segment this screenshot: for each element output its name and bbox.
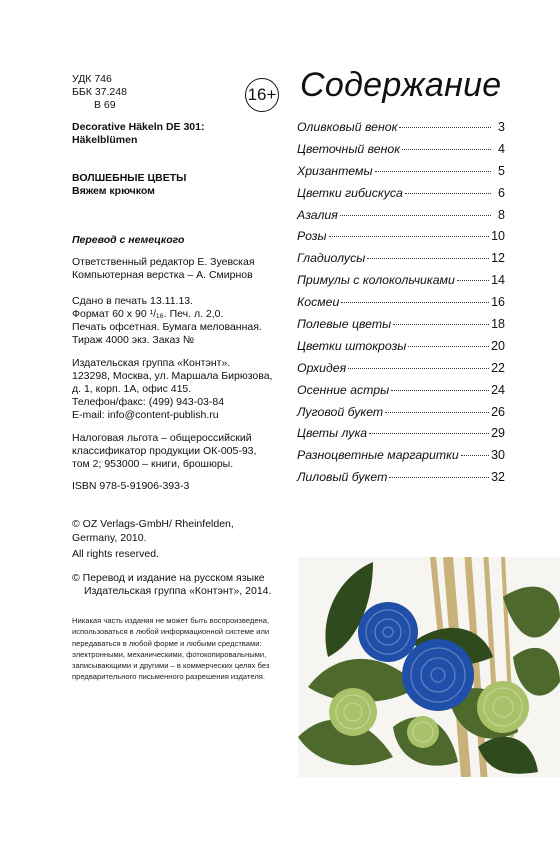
- copyright-line: © OZ Verlags-GmbH/ Rheinfelden,: [72, 518, 234, 530]
- tax-block: [72, 432, 256, 471]
- editor-line: Ответственный редактор Е. Зуевская: [72, 256, 255, 268]
- table-of-contents: [297, 120, 505, 492]
- copyright-ru-block: [72, 572, 271, 598]
- publisher-line: д. 1, корп. 1А, офис 415.: [72, 383, 192, 395]
- toc-item: [297, 361, 505, 383]
- toc-item-name: Цветы лука: [297, 426, 368, 441]
- toc-item-name: Полевые цветы: [297, 317, 392, 332]
- photo-illustration: [298, 557, 560, 777]
- udk-code: УДК 746: [72, 73, 112, 85]
- tax-line: том 2; 953000 – книги, брошюры.: [72, 458, 234, 470]
- toc-item-page: 6: [498, 185, 505, 200]
- copyright-block: [72, 517, 234, 561]
- russian-subtitle: Вяжем крючком: [72, 185, 155, 197]
- toc-item-name: Луговой букет: [297, 404, 384, 419]
- toc-item-page: 29: [491, 426, 505, 441]
- notice-line: электронными, механическими, фотокопировальными,: [72, 649, 267, 659]
- publisher-email: E-mail: info@content-publish.ru: [72, 409, 219, 421]
- toc-item: [297, 208, 505, 230]
- toc-leader-dots: [329, 236, 490, 237]
- toc-leader-dots: [461, 455, 489, 456]
- toc-item-page: 18: [491, 317, 505, 332]
- toc-leader-dots: [399, 127, 491, 128]
- tax-line: классификатор продукции ОК-005-93,: [72, 445, 257, 457]
- print-line: Печать офсетная. Бумага мелованная.: [72, 321, 262, 333]
- toc-leader-dots: [405, 193, 491, 194]
- toc-leader-dots: [393, 324, 489, 325]
- toc-leader-dots: [375, 171, 492, 172]
- toc-item-page: 5: [498, 163, 505, 178]
- toc-leader-dots: [408, 346, 489, 347]
- toc-item-page: 12: [491, 251, 505, 266]
- notice-line: Никакая часть издания не может быть воспроизведена,: [72, 616, 270, 625]
- rights-notice: [72, 615, 292, 683]
- toc-item: [297, 339, 505, 361]
- toc-item: [297, 405, 505, 427]
- print-line: Тираж 4000 экз. Заказ №: [72, 334, 195, 346]
- toc-item: [297, 317, 505, 339]
- toc-item-name: Цветочный венок: [297, 141, 401, 156]
- toc-leader-dots: [457, 280, 489, 281]
- toc-item: [297, 383, 505, 405]
- toc-item: [297, 142, 505, 164]
- original-title-block: [72, 121, 204, 147]
- toc-item-page: 20: [491, 338, 505, 353]
- russian-title: ВОЛШЕБНЫЕ ЦВЕТЫ: [72, 172, 187, 184]
- toc-item: [297, 295, 505, 317]
- crochet-flowers-photo: [298, 557, 560, 777]
- toc-item-name: Цветки гибискуса: [297, 185, 403, 200]
- toc-item-page: 8: [498, 207, 505, 222]
- udk-block: [72, 73, 127, 112]
- toc-item-name: Разноцветные маргаритки: [297, 448, 459, 463]
- publisher-line: Издательская группа «Контэнт».: [72, 357, 231, 369]
- toc-leader-dots: [340, 215, 491, 216]
- toc-item-page: 32: [491, 470, 505, 485]
- copyright-line: Germany, 2010.: [72, 532, 147, 544]
- toc-item: [297, 426, 505, 448]
- toc-item-page: 24: [491, 382, 505, 397]
- toc-item: [297, 120, 505, 142]
- toc-leader-dots: [385, 412, 489, 413]
- toc-item-name: Осенние астры: [297, 382, 390, 397]
- copyright-ru-line: Издательская группа «Контэнт», 2014.: [84, 585, 272, 597]
- copyright-ru-line: © Перевод и издание на русском языке: [72, 572, 265, 584]
- isbn: ISBN 978-5-91906-393-3: [72, 480, 190, 492]
- toc-item-page: 30: [491, 448, 505, 463]
- russian-title-block: [72, 172, 186, 198]
- notice-line: предварительного письменного разрешения издателя.: [72, 672, 265, 682]
- notice-line: передаваться в любой форме и любыми средствами:: [72, 638, 262, 648]
- toc-item-name: Азалия: [297, 207, 338, 222]
- toc-item: [297, 251, 505, 273]
- author-code: В 69: [94, 99, 116, 111]
- toc-leader-dots: [367, 258, 489, 259]
- toc-item-name: Гладиолусы: [297, 251, 366, 266]
- bbk-code: ББК 37.248: [72, 86, 127, 98]
- toc-item-name: Орхидея: [297, 360, 347, 375]
- toc-leader-dots: [389, 477, 489, 478]
- toc-item-name: Лиловый букет: [297, 470, 388, 485]
- toc-item-name: Космеи: [297, 295, 340, 310]
- print-details: [72, 295, 262, 347]
- toc-item-page: 26: [491, 404, 505, 419]
- toc-item: [297, 229, 505, 251]
- toc-item-page: 22: [491, 360, 505, 375]
- toc-item-name: Розы: [297, 229, 327, 244]
- toc-item-page: 10: [491, 229, 505, 244]
- print-line: Сдано в печать 13.11.13.: [72, 295, 194, 307]
- layout-line: Компьютерная верстка – А. Смирнов: [72, 269, 253, 281]
- toc-item: [297, 448, 505, 470]
- publisher-line: 123298, Москва, ул. Маршала Бирюзова,: [72, 370, 273, 382]
- notice-line: записывающими и другими – в коммерческих целях без: [72, 661, 270, 671]
- age-rating-badge: 16+: [245, 78, 279, 112]
- toc-leader-dots: [402, 149, 491, 150]
- toc-item-name: Хризантемы: [297, 163, 373, 178]
- toc-leader-dots: [348, 368, 489, 369]
- translation-note: Перевод с немецкого: [72, 234, 185, 246]
- toc-item-page: 16: [491, 295, 505, 310]
- toc-leader-dots: [369, 433, 489, 434]
- toc-item-name: Оливковый венок: [297, 120, 398, 134]
- toc-item: [297, 470, 505, 492]
- notice-line: использоваться в любой информационной системе или: [72, 627, 270, 637]
- publisher-line: Телефон/факс: (499) 943-03-84: [72, 396, 225, 408]
- toc-item-page: 3: [498, 120, 505, 134]
- tax-line: Налоговая льгота – общероссийский: [72, 432, 252, 444]
- original-title: Decorative Häkeln DE 301:: [72, 121, 205, 133]
- publisher-block: [72, 357, 272, 422]
- original-subtitle: Häkelblümen: [72, 134, 138, 146]
- toc-leader-dots: [341, 302, 489, 303]
- toc-title: Содержание: [300, 66, 502, 104]
- print-line: Формат 60 x 90 ¹/₁₆. Печ. л. 2,0.: [72, 308, 224, 320]
- toc-item: [297, 273, 505, 295]
- toc-item-page: 4: [498, 141, 505, 156]
- copyright-line: All rights reserved.: [72, 548, 159, 560]
- staff-block: [72, 256, 255, 282]
- toc-leader-dots: [391, 390, 489, 391]
- toc-item-page: 14: [491, 273, 505, 288]
- toc-item-name: Примулы с колокольчиками: [297, 273, 455, 288]
- toc-item: [297, 186, 505, 208]
- toc-item-name: Цветки штокрозы: [297, 338, 407, 353]
- toc-item: [297, 164, 505, 186]
